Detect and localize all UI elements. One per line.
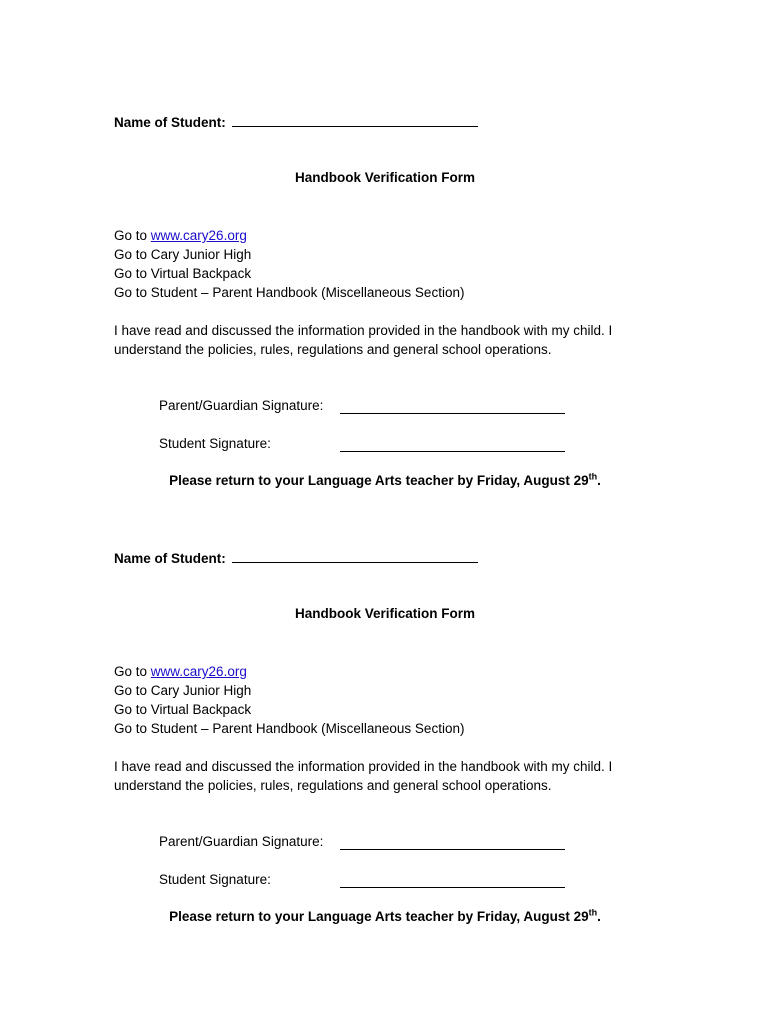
student-signature-label: Student Signature:	[159, 872, 271, 887]
student-name-label: Name of Student:	[114, 551, 226, 566]
form-title: Handbook Verification Form	[294, 170, 476, 185]
verification-form-1	[0, 0, 770, 488]
student-name-row	[114, 113, 478, 132]
acknowledgement-statement: I have read and discussed the information provided in the handbook with my child. I understand the policies, rules, regulations and general school operations.	[114, 759, 613, 793]
return-instructions: Please return to your Language Arts teacher by Friday, August 29th.	[169, 471, 601, 488]
step-3: Go to Virtual Backpack	[114, 702, 252, 717]
step-1: Go to www.cary26.org	[114, 664, 247, 679]
step-4: Go to Student – Parent Handbook (Miscellaneous Section)	[114, 721, 465, 736]
instruction-steps	[114, 226, 464, 302]
verification-form-2	[0, 436, 770, 924]
parent-signature-line[interactable]	[340, 413, 565, 414]
parent-signature-label: Parent/Guardian Signature:	[159, 834, 324, 849]
return-instructions: Please return to your Language Arts teacher by Friday, August 29th.	[169, 907, 601, 924]
step-4: Go to Student – Parent Handbook (Miscellaneous Section)	[114, 285, 465, 300]
instruction-steps	[114, 662, 464, 738]
step-3: Go to Virtual Backpack	[114, 266, 252, 281]
student-name-blank[interactable]	[232, 549, 478, 563]
website-link[interactable]: www.cary26.org	[150, 664, 247, 679]
student-signature-line[interactable]	[340, 887, 565, 888]
acknowledgement-statement: I have read and discussed the information provided in the handbook with my child. I understand the policies, rules, regulations and general school operations.	[114, 323, 613, 357]
step-2: Go to Cary Junior High	[114, 247, 252, 262]
student-signature-label: Student Signature:	[159, 436, 271, 451]
student-name-label: Name of Student:	[114, 115, 226, 130]
step-1: Go to www.cary26.org	[114, 228, 247, 243]
parent-signature-line[interactable]	[340, 849, 565, 850]
form-title: Handbook Verification Form	[294, 606, 476, 621]
parent-signature-label: Parent/Guardian Signature:	[159, 398, 324, 413]
step-2: Go to Cary Junior High	[114, 683, 252, 698]
student-name-blank[interactable]	[232, 113, 478, 127]
website-link[interactable]: www.cary26.org	[150, 228, 247, 243]
student-name-row	[114, 549, 478, 568]
